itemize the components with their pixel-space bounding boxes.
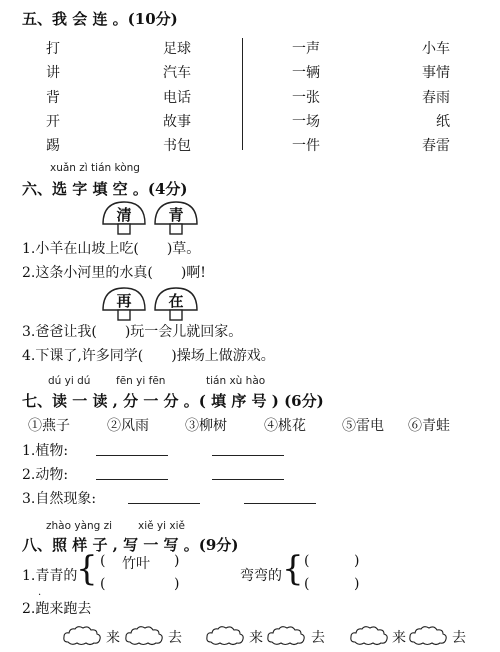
paren-close: ) bbox=[354, 553, 360, 569]
section7-title: 七、读 一 读 , 分 一 分 。( 填 序 号 ) (6分) bbox=[22, 392, 324, 410]
s5-word: 电话 bbox=[163, 90, 191, 106]
answer-blank[interactable] bbox=[212, 479, 284, 480]
s5-word: 足球 bbox=[163, 41, 191, 57]
section5-title: 五、我 会 连 。(10分) bbox=[22, 10, 178, 28]
s5-word: 小车 bbox=[422, 41, 450, 57]
paren-open[interactable]: ( bbox=[100, 576, 106, 592]
s5-word: 书包 bbox=[163, 138, 191, 154]
s5-word: 事情 bbox=[422, 65, 450, 81]
s5-word: 纸 bbox=[436, 114, 450, 130]
brace-icon: { bbox=[282, 549, 304, 589]
s5-word: 春雷 bbox=[422, 138, 450, 154]
s7-item: ⑤雷电 bbox=[342, 418, 384, 434]
s5-word: 背 bbox=[46, 90, 60, 106]
answer-blank[interactable] bbox=[96, 455, 168, 456]
mushroom-icon bbox=[152, 286, 200, 322]
option-char: 清 bbox=[116, 206, 132, 224]
answer-blank[interactable] bbox=[212, 455, 284, 456]
section7-pinyin: dú yi dú bbox=[48, 375, 91, 387]
cloud-icon[interactable] bbox=[205, 625, 245, 647]
answer-blank[interactable] bbox=[128, 503, 200, 504]
section7-pinyin: fēn yi fēn bbox=[116, 375, 166, 387]
mushroom-icon bbox=[152, 200, 200, 236]
mushroom-icon bbox=[100, 200, 148, 236]
option-char: 青 bbox=[168, 206, 184, 224]
paren-open[interactable]: ( bbox=[304, 576, 310, 592]
char-lai: 来 bbox=[392, 630, 406, 646]
divider-line bbox=[242, 38, 243, 150]
s5-word: 打 bbox=[46, 41, 60, 57]
s5-word: 故事 bbox=[163, 114, 191, 130]
s6-question-1: 1.小羊在山坡上吃( )草。 bbox=[22, 241, 201, 257]
s5-word: 讲 bbox=[46, 65, 60, 81]
s7-question-plants: 1.植物: bbox=[22, 443, 69, 459]
char-qu: 去 bbox=[168, 630, 182, 646]
s5-word: 春雨 bbox=[422, 90, 450, 106]
s5-word: 一张 bbox=[292, 90, 320, 106]
char-lai: 来 bbox=[249, 630, 263, 646]
char-qu: 去 bbox=[311, 630, 325, 646]
s6-question-4: 4.下课了,许多同学( )操场上做游戏。 bbox=[22, 348, 275, 364]
option-char: 再 bbox=[116, 292, 132, 310]
char-qu: 去 bbox=[452, 630, 466, 646]
cloud-icon[interactable] bbox=[349, 625, 389, 647]
s7-question-nature: 3.自然现象: bbox=[22, 491, 97, 507]
paren-close: ) bbox=[354, 576, 360, 592]
s5-word: 汽车 bbox=[163, 65, 191, 81]
cloud-icon[interactable] bbox=[124, 625, 164, 647]
cloud-icon[interactable] bbox=[266, 625, 306, 647]
s8-example-word: 竹叶 bbox=[122, 556, 150, 572]
section8-pinyin: zhào yàng zi bbox=[46, 520, 113, 532]
s7-item: ④桃花 bbox=[264, 418, 306, 434]
cloud-icon[interactable] bbox=[408, 625, 448, 647]
s5-word: 开 bbox=[46, 114, 60, 130]
answer-blank[interactable] bbox=[244, 503, 316, 504]
s8-question-2-label: 2.跑来跑去 bbox=[22, 601, 92, 617]
paren-open: ( bbox=[100, 553, 106, 569]
s5-word: 一件 bbox=[292, 138, 320, 154]
char-lai: 来 bbox=[106, 630, 120, 646]
brace-icon: { bbox=[76, 549, 98, 589]
section8-pinyin: xiě yi xiě bbox=[138, 520, 185, 532]
s5-word: 一场 bbox=[292, 114, 320, 130]
s7-item: ②风雨 bbox=[107, 418, 149, 434]
s7-item: ③柳树 bbox=[185, 418, 227, 434]
s5-word: 一辆 bbox=[292, 65, 320, 81]
s7-question-animals: 2.动物: bbox=[22, 467, 69, 483]
s7-item: ①燕子 bbox=[28, 418, 70, 434]
s6-question-3: 3.爸爸让我( )玩一会儿就回家。 bbox=[22, 324, 243, 340]
s6-question-2: 2.这条小河里的水真( )啊! bbox=[22, 265, 206, 281]
section7-pinyin: tián xù hào bbox=[206, 375, 266, 387]
s7-item: ⑥青蛙 bbox=[408, 418, 450, 434]
section8-title: 八、照 样 子 , 写 一 写 。(9分) bbox=[22, 536, 239, 554]
paren-close: ) bbox=[174, 576, 180, 592]
mushroom-icon bbox=[100, 286, 148, 322]
paren-close: ) bbox=[174, 553, 180, 569]
option-char: 在 bbox=[168, 292, 184, 310]
s8-question-1-label: 1.青青的 bbox=[22, 568, 78, 584]
s5-word: 一声 bbox=[292, 41, 320, 57]
paren-open[interactable]: ( bbox=[304, 553, 310, 569]
section6-pinyin: xuǎn zì tián kòng bbox=[50, 162, 140, 174]
s5-word: 踢 bbox=[46, 138, 60, 154]
cloud-icon[interactable] bbox=[62, 625, 102, 647]
section6-title: 六、选 字 填 空 。(4分) bbox=[22, 180, 188, 198]
example-dot: . bbox=[38, 587, 42, 598]
answer-blank[interactable] bbox=[96, 479, 168, 480]
s8-question-1b-label: 弯弯的 bbox=[240, 568, 282, 584]
